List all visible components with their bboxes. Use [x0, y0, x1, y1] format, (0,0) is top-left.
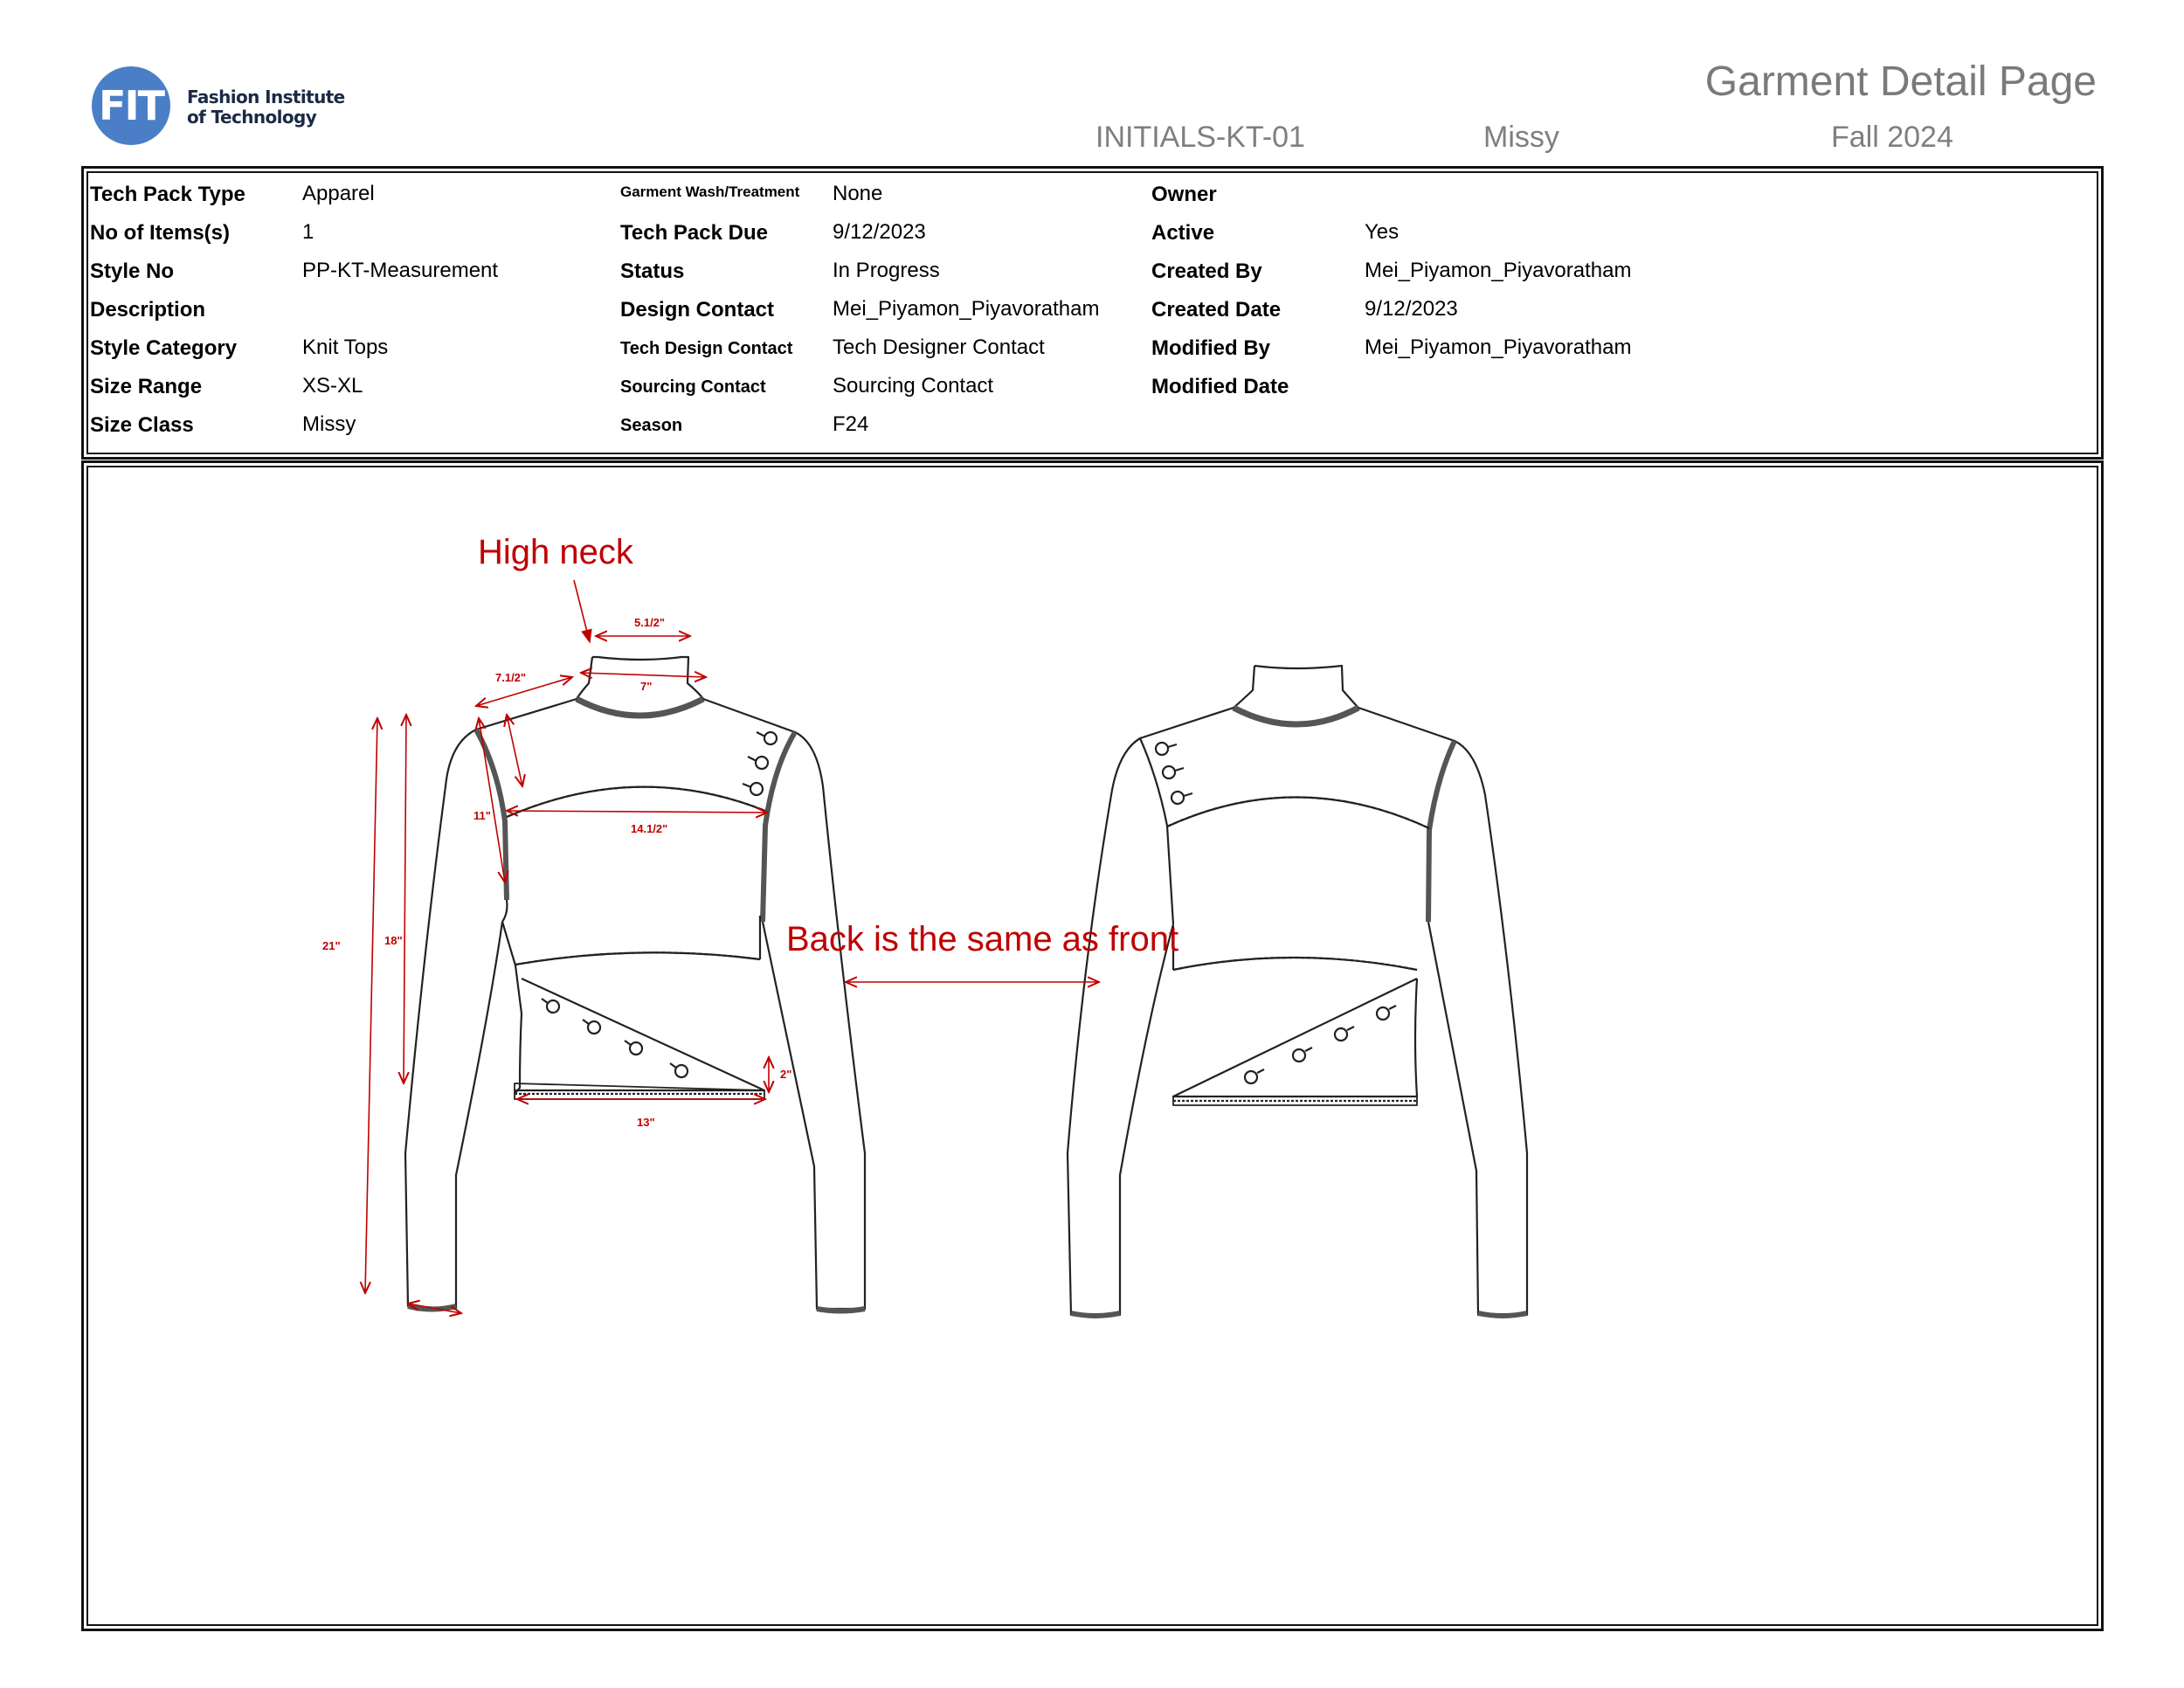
value-design-contact: Mei_Piyamon_Piyavoratham	[833, 297, 1100, 321]
button	[1163, 766, 1175, 778]
value-created-date: 9/12/2023	[1365, 297, 1458, 321]
value-size-class: Missy	[302, 412, 356, 436]
value-tech-pack-due: 9/12/2023	[833, 220, 926, 244]
button	[764, 732, 777, 744]
label-size-range: Size Range	[90, 375, 203, 398]
value-status: In Progress	[833, 259, 940, 282]
label-description: Description	[90, 298, 206, 322]
button	[1156, 743, 1168, 755]
button	[588, 1021, 600, 1034]
label-garment-wash: Garment Wash/Treatment	[620, 183, 800, 200]
label-created-by: Created By	[1151, 259, 1262, 283]
label-no-of-items: No of Items(s)	[90, 221, 231, 245]
season-header: Fall 2024	[1831, 121, 1953, 154]
label-style-category: Style Category	[90, 336, 238, 360]
label-modified-by: Modified By	[1151, 336, 1270, 360]
size-class-header: Missy	[1483, 121, 1559, 154]
button	[1293, 1049, 1305, 1062]
note-back-same-as-front: Back is the same as front	[786, 920, 1179, 958]
button	[750, 783, 763, 795]
value-size-range: XS-XL	[302, 374, 363, 398]
value-modified-by: Mei_Piyamon_Piyavoratham	[1365, 336, 1632, 359]
button	[547, 1000, 559, 1013]
label-created-date: Created Date	[1151, 298, 1282, 322]
measure-shoulder: 7.1/2"	[495, 671, 527, 684]
button	[630, 1042, 642, 1055]
button	[1171, 792, 1184, 804]
label-active: Active	[1151, 221, 1215, 245]
button	[756, 757, 768, 769]
button	[675, 1065, 688, 1077]
value-created-by: Mei_Piyamon_Piyavoratham	[1365, 259, 1632, 282]
label-owner: Owner	[1151, 183, 1217, 206]
label-style-no: Style No	[90, 259, 175, 283]
measure-neck-width: 5.1/2"	[634, 616, 666, 629]
label-status: Status	[620, 259, 685, 283]
note-high-neck: High neck	[478, 533, 633, 571]
button	[1377, 1007, 1389, 1020]
label-sourcing-contact: Sourcing Contact	[620, 377, 766, 397]
logo-line-2: of Technology	[187, 107, 317, 128]
label-tech-design-contact: Tech Design Contact	[620, 339, 793, 358]
value-style-category: Knit Tops	[302, 336, 389, 359]
value-style-no: PP-KT-Measurement	[302, 259, 499, 282]
value-season: F24	[833, 412, 869, 436]
page-title: Garment Detail Page	[1704, 59, 2097, 105]
label-tech-pack-due: Tech Pack Due	[620, 221, 768, 245]
measure-chest: 14.1/2"	[631, 822, 668, 835]
back-view	[1068, 666, 1527, 1316]
label-size-class: Size Class	[90, 413, 194, 437]
value-garment-wash: None	[833, 182, 883, 205]
front-view	[405, 657, 865, 1311]
measure-hem-width: 13"	[637, 1116, 655, 1129]
measure-length-full: 21"	[322, 939, 341, 952]
style-code: INITIALS-KT-01	[1095, 121, 1305, 154]
fit-logo-mark: FIT	[92, 66, 170, 145]
button	[1245, 1071, 1257, 1083]
front-right-sleeve	[703, 699, 865, 1309]
measure-hem-height: 2"	[780, 1068, 792, 1081]
label-design-contact: Design Contact	[620, 298, 775, 322]
measure-armhole: 11"	[473, 809, 491, 822]
value-sourcing-contact: Sourcing Contact	[833, 374, 994, 398]
measure-neck-opening: 7"	[640, 680, 653, 693]
label-modified-date: Modified Date	[1151, 375, 1289, 398]
logo-line-1: Fashion Institute	[187, 86, 345, 107]
button	[1335, 1028, 1347, 1041]
label-tech-pack-type: Tech Pack Type	[90, 183, 245, 206]
value-tech-design-contact: Tech Designer Contact	[833, 336, 1045, 359]
value-active: Yes	[1365, 220, 1400, 244]
value-no-of-items: 1	[302, 220, 314, 244]
value-tech-pack-type: Apparel	[302, 182, 375, 205]
measure-length-body: 18"	[384, 934, 403, 947]
label-season: Season	[620, 416, 683, 435]
